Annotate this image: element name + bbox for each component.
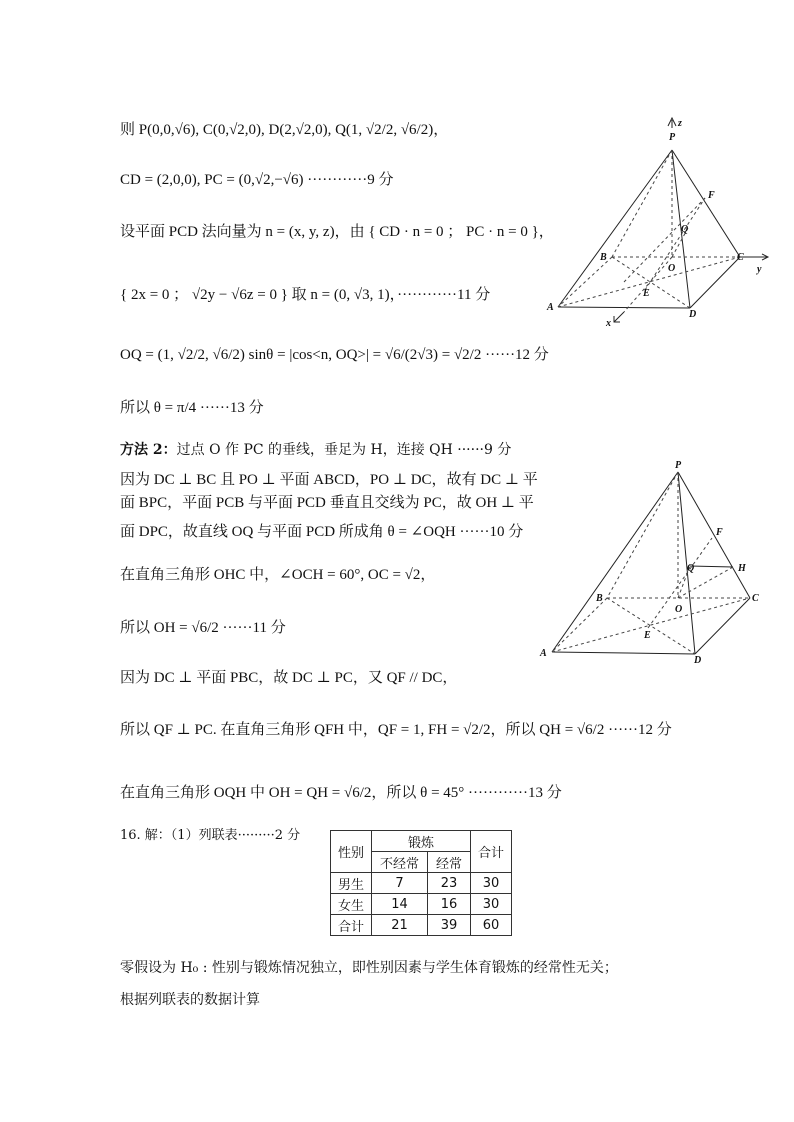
diag-bd — [612, 257, 690, 308]
method2-heading: 方法 2： — [120, 442, 177, 458]
method2-text: 过点 O 作 PC 的垂线，垂足为 H，连接 QH ······9 分 — [176, 442, 512, 458]
text-line-theta: 所以 θ = π/4 ······13 分 — [120, 400, 264, 416]
table-cell-rare: 7 — [372, 873, 428, 894]
label-x: x — [606, 318, 611, 329]
table-cell-total: 30 — [471, 873, 512, 894]
edge-ba — [558, 257, 612, 307]
text-line-oqh: 在直角三角形 OQH 中 OH = QH = √6/2，所以 θ = 45° ············13 分 — [120, 785, 562, 801]
pyramid-figure-1 — [540, 110, 780, 335]
label-c: C — [737, 252, 744, 263]
table-cell-often: 39 — [428, 915, 471, 936]
table-cell-often: 23 — [428, 873, 471, 894]
text-line-because-1: 因为 DC ⊥ BC 且 PO ⊥ 平面 ABCD，PO ⊥ DC，故有 DC ⊥ 平 — [120, 472, 538, 488]
label-y: y — [757, 264, 762, 275]
label-f: F — [716, 527, 723, 538]
label-q: Q — [687, 563, 695, 574]
label-e: E — [643, 288, 650, 299]
label-d: D — [694, 655, 702, 666]
table-header-total: 合计 — [471, 831, 512, 873]
line-qh — [690, 566, 733, 567]
edge-pa — [552, 472, 678, 652]
label-f: F — [708, 190, 715, 201]
table-row — [331, 915, 512, 936]
diag-ac — [552, 598, 750, 652]
edge-dc — [695, 598, 750, 654]
text-line-vectors: CD = (2,0,0), PC = (0,√2,−√6) ············9 分 — [120, 172, 394, 188]
table-header-often: 经常 — [428, 852, 471, 873]
table-header-row — [331, 831, 512, 852]
label-p: P — [669, 132, 676, 143]
label-e: E — [644, 630, 651, 641]
table-header-rare: 不经常 — [372, 852, 428, 873]
text-line-right-triangle-ohc: 在直角三角形 OHC 中，∠OCH = 60°, OC = √2， — [120, 567, 436, 583]
label-o: O — [675, 604, 683, 615]
table-header-gender: 性别 — [331, 831, 372, 873]
text-line-sine: OQ = (1, √2/2, √6/2) sinθ = |cos<n, OQ>| = √6/(2√3) = √2/2 ······12 分 — [120, 347, 549, 363]
x-axis-stub — [614, 312, 624, 322]
text-line-dc-perp: 因为 DC ⊥ 平面 PBC，故 DC ⊥ PC，又 QF // DC， — [120, 670, 458, 686]
label-p: P — [675, 460, 682, 471]
text-line-angle: 面 DPC，故直线 OQ 与平面 PCD 所成角 θ = ∠OQH ······10 分 — [120, 524, 524, 540]
table-cell-label: 女生 — [331, 894, 372, 915]
text-line-coordinates: 则 P(0,0,√6), C(0,√2,0), D(2,√2,0), Q(1, √2/2, √6/2)， — [120, 122, 449, 138]
table-cell-total: 30 — [471, 894, 512, 915]
edge-dc — [690, 257, 740, 308]
text-line-system: { 2x = 0 ； √2y − √6z = 0 } 取 n = (0, √3, 1)，············11 分 — [120, 287, 491, 303]
table-cell-rare: 14 — [372, 894, 428, 915]
label-a: A — [540, 648, 547, 659]
label-c: C — [752, 593, 759, 604]
label-b: B — [600, 252, 607, 263]
edge-ad — [558, 307, 690, 308]
text-line-compute: 根据列联表的数据计算 — [120, 992, 260, 1008]
text-line-qf-perp: 所以 QF ⊥ PC. 在直角三角形 QFH 中，QF = 1, FH = √2/2，所以 QH = √6/2 ······12 分 — [120, 722, 672, 738]
table-header-exercise: 锻炼 — [372, 831, 471, 852]
table-cell-label: 合计 — [331, 915, 372, 936]
label-q: Q — [681, 224, 689, 235]
label-o: O — [668, 263, 676, 274]
table-row — [331, 894, 512, 915]
text-line-method2 — [120, 440, 511, 460]
table-row — [331, 873, 512, 894]
table-cell-label: 男生 — [331, 873, 372, 894]
line-ef — [645, 198, 705, 290]
edge-pb — [607, 472, 678, 598]
label-z: z — [678, 118, 682, 129]
table-cell-total: 60 — [471, 915, 512, 936]
label-h: H — [738, 563, 746, 574]
contingency-table — [330, 830, 512, 936]
table-cell-often: 16 — [428, 894, 471, 915]
label-b: B — [596, 593, 603, 604]
edge-pa — [558, 150, 672, 307]
pyramid-figure-2 — [535, 455, 780, 670]
text-line-problem16: 16. 解：（1）列联表·········2 分 — [120, 828, 301, 843]
text-line-null-hypothesis: 零假设为 H₀ : 性别与锻炼情况独立，即性别因素与学生体育锻炼的经常性无关； — [120, 960, 618, 976]
text-line-normal-vector: 设平面 PCD 法向量为 n = (x, y, z)，由 { CD · n = 0 ； PC · n = 0 }， — [120, 224, 554, 240]
table-cell-rare: 21 — [372, 915, 428, 936]
text-line-because-2: 面 BPC，平面 PCB 与平面 PCD 垂直且交线为 PC，故 OH ⊥ 平 — [120, 495, 534, 511]
edge-ba — [552, 598, 607, 652]
edge-ad — [552, 652, 695, 654]
edge-pc — [678, 472, 750, 598]
label-d: D — [689, 309, 697, 320]
label-a: A — [547, 302, 554, 313]
line-aux — [624, 198, 705, 282]
text-line-oh: 所以 OH = √6/2 ······11 分 — [120, 620, 286, 636]
